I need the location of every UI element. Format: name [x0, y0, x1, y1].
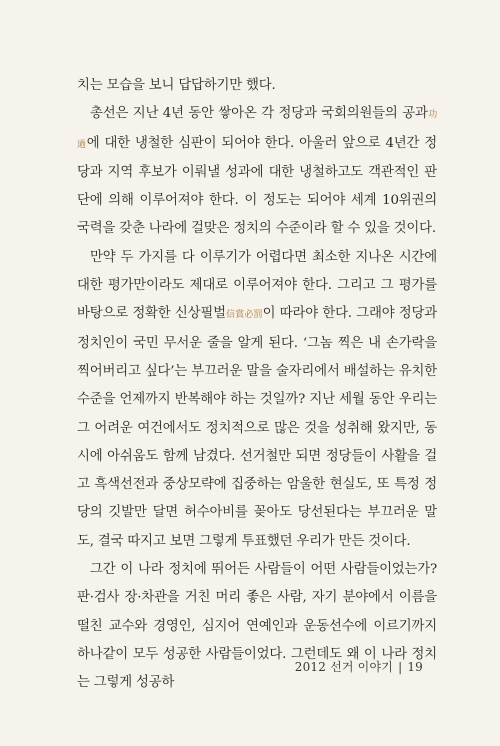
page-number: 19: [407, 660, 423, 674]
running-title: 2012 선거 이야기: [294, 660, 394, 674]
paragraph-1-text: 치는 모습을 보니 답답하기만 했다.: [77, 78, 276, 93]
paragraph-3-text-a: 만약 두 가지를 다 이루기가 어렵다면 최소한 지나온 시간에 대한 평가만이라도 제대로 이루어져야 한다. 그리고 그 평가를 바탕으로 정확한 신상필벌: [77, 249, 437, 322]
hanja-annotation: 信賞必罰: [225, 310, 263, 321]
paragraph-3: [77, 244, 437, 556]
hanja-annotation: 功過: [77, 110, 437, 150]
body-text: [77, 72, 437, 698]
page-footer: [295, 658, 423, 675]
paragraph-2-text-b: 에 대한 냉철한 심판이 되어야 한다. 아울러 앞으로 4년간 정당과 지역 후보가 이뤄낼 성과에 대한 냉철하고도 객관적인 판단에 의해 이루어져야 한다. 이 정도는 되어야 세계 10위권의 국력을 갖춘 나라에 걸맞은 정치의 수준이라 할 수 있을 것이다.: [77, 135, 437, 237]
paragraph-4: [77, 556, 437, 697]
paragraph-2: [77, 100, 437, 243]
paragraph-1: [77, 72, 437, 100]
paragraph-3-text-b: 이 따라야 한다. 그래야 정당과 정치인이 국민 무서운 줄을 알게 된다. ‘그놈 찍은 내 손가락을 찍어버리고 싶다’는 부끄러운 말을 술자리에서 배설하는 유치한 수준을 언제까지 반복해야 하는 것일까? 지난 세월 동안 우리는 그 어려운 여건에서도 정치적으로 많은 것을 성취해 왔지만, 동시에 아쉬움도 함께 남겼다. 선거철만 되면 정당들이 사활을 걸고 흑색선전과 중상모략에 집중하는 암울한 현실도, 또 특정 정당의 깃발만 달면 허수아비를 꽂아도 당선된다는 부끄러운 말도, 결국 따지고 보면 그렇게 투표했던 우리가 만든 것이다.: [77, 306, 438, 549]
footer-separator: |: [398, 660, 403, 674]
paragraph-4-text: 그간 이 나라 정치에 뛰어든 사람들이 어떤 사람들이었는가? 판·검사 장·차관을 거친 머리 좋은 사람, 자기 분야에서 이름을 떨친 교수와 경영인, 심지어 연예인과 운동선수에 이르기까지 하나같이 모두 성공한 사람들이었다. 그런데도 왜 이 나라 정치는 그렇게 성공하: [77, 562, 437, 691]
paragraph-2-text-a: 총선은 지난 4년 동안 쌓아온 각 정당과 국회의원들의 공과: [90, 106, 428, 122]
